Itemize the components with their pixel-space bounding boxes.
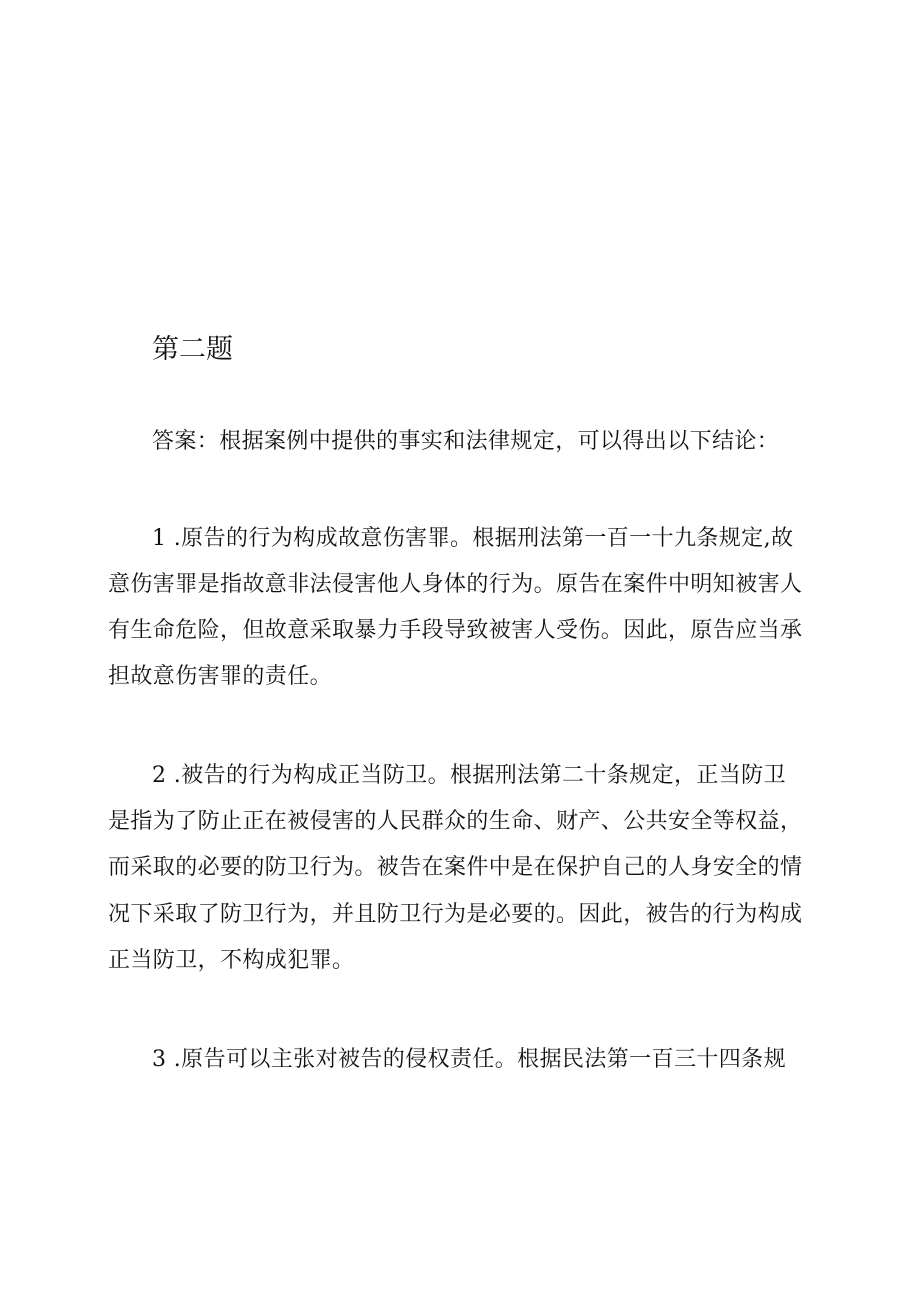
paragraph-1-line-2: 意伤害罪是指故意非法侵害他人身体的行为。原告在案件中明知被害人 [108,572,803,597]
answer-intro: 答案：根据案例中提供的事实和法律规定，可以得出以下结论： [152,429,780,454]
paragraph-2-line-1: 2 .被告的行为构成正当防卫。根据刑法第二十条规定，正当防卫 [152,763,786,788]
paragraph-2-line-5: 正当防卫，不构成犯罪。 [108,948,355,973]
paragraph-2-line-4: 况下采取了防卫行为，并且防卫行为是必要的。因此，被告的行为构成 [108,902,803,927]
paragraph-1-line-1: 1 .原告的行为构成故意伤害罪。根据刑法第一百一十九条规定,故 [152,526,794,551]
paragraph-1-line-4: 担故意伤害罪的责任。 [108,664,333,689]
paragraph-3-line-1: 3 .原告可以主张对被告的侵权责任。根据民法第一百三十四条规 [152,1047,786,1072]
paragraph-1-line-3: 有生命危险，但故意采取暴力手段导致被害人受伤。因此，原告应当承 [108,618,803,643]
paragraph-2-line-2: 是指为了防止正在被侵害的人民群众的生命、财产、公共安全等权益， [108,809,803,834]
paragraph-2-line-3: 而采取的必要的防卫行为。被告在案件中是在保护自己的人身安全的情 [108,855,803,880]
section-heading: 第二题 [152,334,233,365]
